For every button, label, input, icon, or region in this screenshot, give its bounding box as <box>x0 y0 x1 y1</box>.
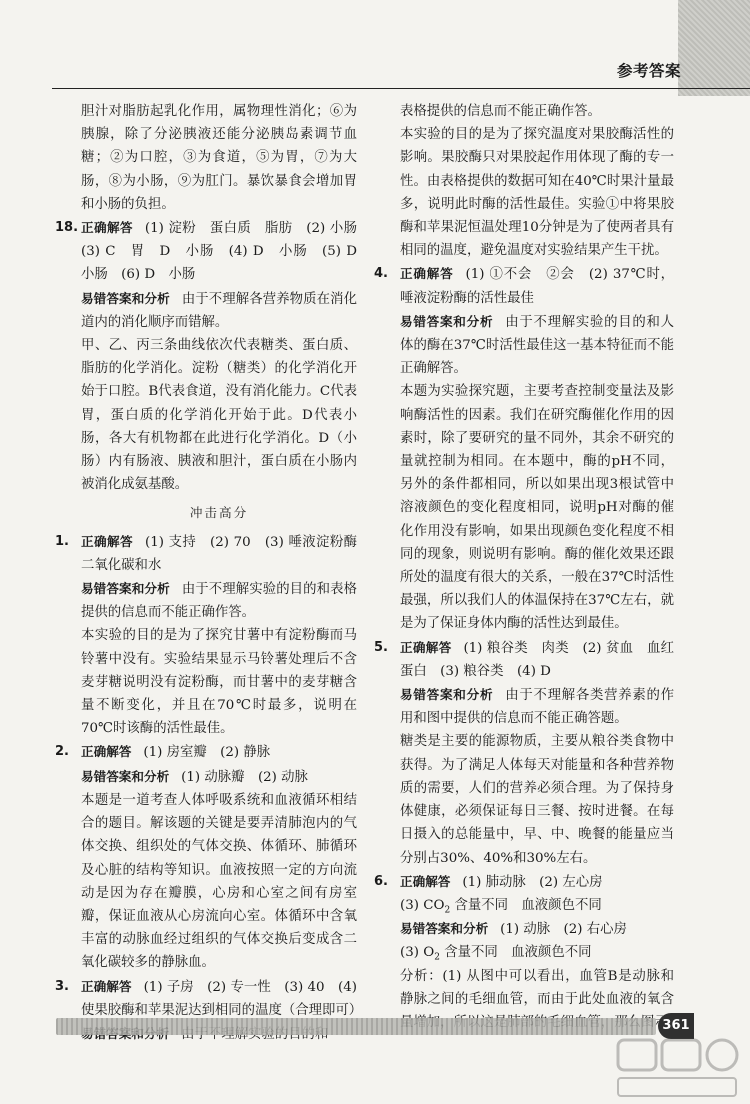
answer-item-18 <box>55 216 371 496</box>
explanation-paragraph: 糖类是主要的能源物质，主要从粮谷类食物中获得。为了满足人体每天对能量和各种营养物质的需要，人们的营养必须合理。为了保持身体健康，必须保证每日三餐、按时进餐。在每日摄入的总能量中，早、中、晚餐的能量应当分别占30%、40%和30%左右。 <box>400 734 674 866</box>
error-analysis-line <box>400 683 674 730</box>
error-analysis-line <box>400 917 674 941</box>
correct-answer-line <box>81 740 357 764</box>
error-analysis-text: 由于不理解各类营养素的作用和图中提供的信息而不能正确答题。 <box>400 688 675 727</box>
error-analysis-label: 易错答案和分析 <box>400 921 489 937</box>
continued-paragraph: 胆汁对脂肪起乳化作用，属物理性消化；⑥为胰腺，除了分泌胰液还能分泌胰岛素调节血糖；②为口腔，③为食道，⑤为胃，⑦为大肠，⑧为小肠，⑨为肛门。暴饮暴食会增加胃和小肠的负担。 <box>81 104 357 212</box>
left-column <box>55 100 371 1046</box>
subscript: 2 <box>444 905 451 916</box>
answer-text-pre: (3) CO <box>400 897 445 913</box>
item-number: 3. <box>55 978 69 994</box>
item-number: 18. <box>55 220 79 236</box>
error-analysis-label: 易错答案和分析 <box>400 687 494 703</box>
analysis-paragraph: 分析：(1) 从图中可以看出，血管B是动脉和静脉之间的毛细血管，而由于此处血液的氧含 <box>400 968 674 1007</box>
page-header-title: 参考答案 <box>617 62 682 80</box>
header-rule <box>52 88 750 89</box>
item-number: 5. <box>374 639 388 655</box>
answer-item-6 <box>374 870 674 1034</box>
item-number: 2. <box>55 744 69 760</box>
answer-item-4 <box>374 262 674 635</box>
correct-answer-label: 正确解答 <box>400 639 452 655</box>
item-number: 4. <box>374 266 388 282</box>
subscript: 2 <box>434 952 440 963</box>
answer-item-5 <box>374 636 674 870</box>
error-text-post: 含量不同 血液颜色不同 <box>439 945 592 961</box>
item-number: 6. <box>374 873 388 889</box>
correct-answer-text: (1) 粮谷类 肉类 (2) 贫血 血红蛋白 (3) 粮谷类 (4) D <box>400 640 675 679</box>
error-text-pre: (3) O <box>400 945 435 961</box>
section-heading: 冲击高分 <box>189 505 249 521</box>
correct-answer-line <box>400 870 674 894</box>
footer-decorative-band <box>56 1018 656 1035</box>
explanation-paragraph: 本题是一道考查人体呼吸系统和血液循环相结合的题目。解该题的关键是要弄清肺泡内的气体交换、组织处的气体交换、体循环、肺循环及心脏的结构等知识。血液按照一定的方向流动是因为存在瓣膜，心房和心室之间有房室瓣，保证血液从心房流向心室。体循环中含氧丰富的动脉血经过组织的气体交换后变成含二氧化碳较多的静脉血。 <box>81 792 357 971</box>
error-analysis-label: 易错答案和分析 <box>81 768 170 784</box>
correct-answer-line <box>81 216 371 287</box>
continued-paragraph: 表格提供的信息而不能正确作答。 <box>400 104 601 119</box>
correct-answer-text: (1) 肺动脉 (2) 左心房 <box>462 874 603 890</box>
answer-text-post: 含量不同 血液颜色不同 <box>450 897 602 913</box>
explanation-paragraph: 甲、乙、丙三条曲线依次代表糖类、蛋白质、脂肪的化学消化。淀粉（糖类）的化学消化开始于口腔。B代表食道，没有消化能力。C代表胃，蛋白质的化学消化开始于此。D代表小肠，各大有机物都在此进行化学消化。D（小肠）内有肠液、胰液和胆汁，蛋白质在小肠内被消化成氨基酸。 <box>81 338 357 493</box>
correct-answer-label: 正确解答 <box>81 978 132 994</box>
explanation-paragraph: 本题为实验探究题，主要考查控制变量法及影响酶活性的因素。我们在研究酶催化作用的因素时，除了要研究的量不同外，其余不研究的量就控制为相同。在本题中，酶的pH不同，另外的条件都相同，所以如果出现3根试管中溶液颜色的变化程度相同，说明pH对酶的催化作用没有影响，如果出现颜色变化程度不相同的现象，则说明有影响。酶的催化效果还跟所处的温度有很大的关系，一般在37℃时活性最强，所以我们人的体温保持在37℃左右，就是为了保证身体内酶的活性达到最佳。 <box>400 384 674 632</box>
correct-answer-text: (1) 支持 (2) 70 (3) 唾液淀粉酶 二氧化碳和水 <box>81 534 371 573</box>
correct-answer-line <box>81 530 371 577</box>
correct-answer-line <box>400 262 674 309</box>
answer-item-1 <box>55 530 371 741</box>
error-analysis-line <box>400 310 674 381</box>
error-analysis-label: 易错答案和分析 <box>81 581 170 597</box>
error-analysis-line <box>81 765 357 789</box>
error-analysis-text: 由于不理解各营养物质在消化道内的消化顺序而错解。 <box>81 291 358 330</box>
correct-answer-label: 正确解答 <box>400 873 451 889</box>
correct-answer-text: (1) ①不会 ②会 (2) 37℃时，唾液淀粉酶的活性最佳 <box>400 267 675 306</box>
correct-answer-line-2 <box>400 894 674 917</box>
error-analysis-label: 易错答案和分析 <box>81 290 170 306</box>
correct-answer-label: 正确解答 <box>81 220 133 236</box>
error-analysis-text: 由于不理解实验的目的和表格提供的信息而不能正确作答。 <box>81 582 358 621</box>
correct-answer-text: (1) 淀粉 蛋白质 脂肪 (2) 小肠 (3) C 胃 D 小肠 (4) D 小肠 (5) D 小肠 (6) D 小肠 <box>81 221 371 283</box>
error-analysis-line <box>81 577 357 624</box>
answer-item-2 <box>55 740 357 974</box>
page-number: 361 <box>658 1013 694 1039</box>
error-analysis-text: (1) 动脉瓣 (2) 动脉 <box>181 769 308 785</box>
watermark-logo <box>612 1034 742 1104</box>
error-analysis-label: 易错答案和分析 <box>400 313 494 329</box>
right-column <box>374 100 674 1034</box>
error-analysis-line <box>81 287 357 334</box>
error-analysis-text: (1) 动脉 (2) 右心房 <box>500 922 627 938</box>
correct-answer-line <box>400 636 674 683</box>
correct-answer-line <box>81 975 363 1022</box>
error-analysis-line-2 <box>400 941 674 964</box>
correct-answer-text: (1) 子房 (2) 专一性 (3) 40 (4) 使果胶酶和苹果泥达到相同的温度（合理即可） <box>81 979 363 1018</box>
correct-answer-label: 正确解答 <box>81 744 132 760</box>
correct-answer-label: 正确解答 <box>400 266 454 282</box>
explanation-paragraph: 本实验的目的是为了探究温度对果胶酶活性的影响。果胶酶只对果胶起作用体现了酶的专一性。由表格提供的数据可知在40℃时果汁量最多，说明此时酶的活性最佳。实验①中将果胶酶和苹果泥恒温处理10分钟是为了使两者具有相同的温度，避免温度对实验结果产生干扰。 <box>400 127 674 259</box>
correct-answer-label: 正确解答 <box>81 533 133 549</box>
item-number: 1. <box>55 533 69 549</box>
answer-item-3 <box>55 975 363 1047</box>
corner-tab <box>678 0 750 96</box>
explanation-paragraph: 本实验的目的是为了探究甘薯中有淀粉酶而马铃薯中没有。实验结果显示马铃薯处理后不含麦芽糖说明没有淀粉酶，而甘薯中的麦芽糖含量不断变化，并且在70℃时最多，说明在70℃时该酶的活性最佳。 <box>81 628 357 737</box>
correct-answer-text: (1) 房室瓣 (2) 静脉 <box>143 745 271 761</box>
error-analysis-text: 由于不理解实验的目的和人体的酶在37℃时活性最佳这一基本特征而不能正确解答。 <box>400 314 675 377</box>
